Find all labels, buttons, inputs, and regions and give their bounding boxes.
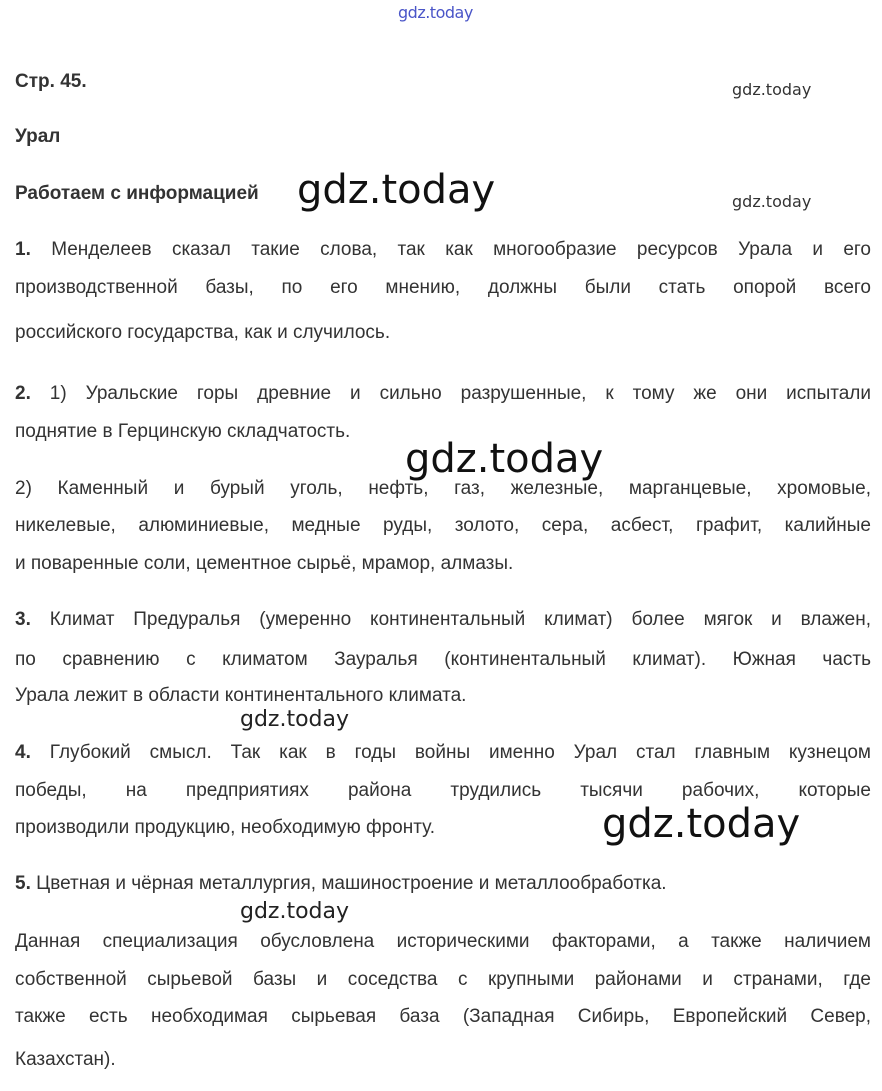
answer-3-line: по сравнению с климатом Зауралья (континентальный климат). Южная часть [15,649,871,670]
watermark: gdz.today [405,436,604,482]
answer-1-line: 1. Менделеев сказал такие слова, так как многообразие ресурсов Урала и его [15,239,871,260]
section-title: Работаем с информацией [15,183,259,204]
answer-5-line: Данная специализация обусловлена историческими факторами, а также наличием [15,931,871,952]
answer-3-line: Урала лежит в области континентального климата. [15,685,467,706]
answer-number: 1. [15,239,31,260]
answer-2-line: никелевые, алюминиевые, медные руды, золото, сера, асбест, графит, калийные [15,515,871,536]
answer-5-line: также есть необходимая сырьевая база (Западная Сибирь, Европейский Север, [15,1006,871,1027]
topic-title: Урал [15,126,61,147]
answer-5-line: собственной сырьевой базы и соседства с крупными районами и странами, где [15,969,871,990]
watermark-top: gdz.today [398,3,473,22]
watermark: gdz.today [732,192,812,211]
answer-1-line: производственной базы, по его мнению, должны были стать опорой всего [15,277,871,298]
watermark: gdz.today [240,899,350,924]
answer-5-line: Казахстан). [15,1049,116,1070]
answer-number: 3. [15,609,31,630]
answer-4-line: победы, на предприятиях района трудились тысячи рабочих, которые [15,780,871,801]
watermark: gdz.today [602,801,801,847]
answer-3-line: 3. Климат Предуралья (умеренно континентальный климат) более мягок и влажен, [15,609,872,630]
watermark: gdz.today [297,167,496,213]
answer-number: 2. [15,383,31,404]
answer-4-line: 4. Глубокий смысл. Так как в годы войны именно Урал стал главным кузнецом [15,742,871,763]
answer-2-line: 2) Каменный и бурый уголь, нефть, газ, железные, марганцевые, хромовые, [15,478,871,499]
answer-2-line: и поваренные соли, цементное сырьё, мрамор, алмазы. [15,553,514,574]
watermark: gdz.today [240,707,350,732]
answer-number: 5. [15,873,31,894]
answer-1-line: российского государства, как и случилось. [15,322,391,343]
answer-2-line: поднятие в Герцинскую складчатость. [15,421,351,442]
answer-2-line: 2. 1) Уральские горы древние и сильно разрушенные, к тому же они испытали [15,383,871,404]
answer-5-line: 5. Цветная и чёрная металлургия, машиностроение и металлообработка. [15,873,667,894]
answer-number: 4. [15,742,31,763]
answer-4-line: производили продукцию, необходимую фронту. [15,817,436,838]
page-label: Стр. 45. [15,71,87,92]
watermark: gdz.today [732,80,812,99]
